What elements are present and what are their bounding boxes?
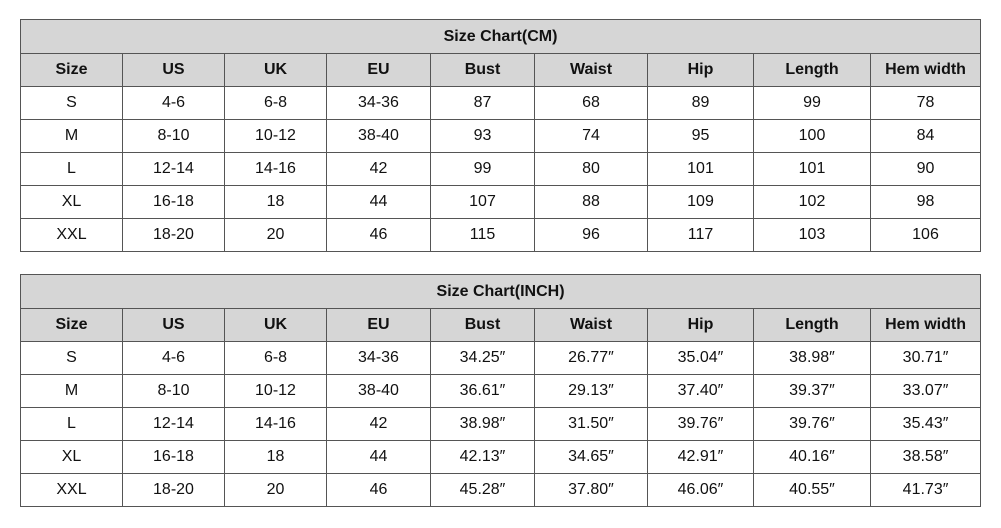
table-cell: 4-6 xyxy=(123,342,225,375)
table-cell: 20 xyxy=(225,474,327,507)
table-cell: 34.25″ xyxy=(431,342,535,375)
table-cell: 33.07″ xyxy=(871,375,981,408)
column-header-length: Length xyxy=(754,54,871,87)
table-row xyxy=(21,87,981,120)
table-cell: 16-18 xyxy=(123,186,225,219)
table-cell: 98 xyxy=(871,186,981,219)
size-chart-cm-title: Size Chart(CM) xyxy=(21,20,981,54)
table-cell: 44 xyxy=(327,186,431,219)
table-cell: 106 xyxy=(871,219,981,252)
table-row xyxy=(21,120,981,153)
table-cell: 10-12 xyxy=(225,120,327,153)
table-cell: 14-16 xyxy=(225,408,327,441)
table-cell: 10-12 xyxy=(225,375,327,408)
table-cell: 41.73″ xyxy=(871,474,981,507)
table-cell: 107 xyxy=(431,186,535,219)
table-cell: 101 xyxy=(754,153,871,186)
table-cell: 35.43″ xyxy=(871,408,981,441)
table-cell: 95 xyxy=(648,120,754,153)
table-cell: 39.76″ xyxy=(754,408,871,441)
table-cell: 42.13″ xyxy=(431,441,535,474)
table-cell: L xyxy=(21,408,123,441)
table-cell: 40.55″ xyxy=(754,474,871,507)
table-cell: 36.61″ xyxy=(431,375,535,408)
table-cell: 37.80″ xyxy=(535,474,648,507)
table-cell: 6-8 xyxy=(225,342,327,375)
table-row xyxy=(21,474,981,507)
table-cell: 26.77″ xyxy=(535,342,648,375)
table-cell: M xyxy=(21,120,123,153)
table-cell: 115 xyxy=(431,219,535,252)
column-header-size: Size xyxy=(21,54,123,87)
table-cell: 38.98″ xyxy=(754,342,871,375)
table-cell: 68 xyxy=(535,87,648,120)
table-cell: 46 xyxy=(327,219,431,252)
table-cell: 38-40 xyxy=(327,120,431,153)
table-cell: 99 xyxy=(754,87,871,120)
table-cell: 109 xyxy=(648,186,754,219)
column-header-eu: EU xyxy=(327,309,431,342)
table-cell: 45.28″ xyxy=(431,474,535,507)
table-cell: 30.71″ xyxy=(871,342,981,375)
table-row xyxy=(21,186,981,219)
table-row xyxy=(21,375,981,408)
table-cell: 6-8 xyxy=(225,87,327,120)
table-cell: XL xyxy=(21,186,123,219)
table-cell: 34-36 xyxy=(327,87,431,120)
table-cell: S xyxy=(21,87,123,120)
column-header-eu: EU xyxy=(327,54,431,87)
table-cell: 42 xyxy=(327,153,431,186)
table-cell: 46 xyxy=(327,474,431,507)
table-cell: 39.76″ xyxy=(648,408,754,441)
column-header-bust: Bust xyxy=(431,54,535,87)
column-header-size: Size xyxy=(21,309,123,342)
header-row xyxy=(21,54,981,87)
table-cell: 14-16 xyxy=(225,153,327,186)
table-cell: 42.91″ xyxy=(648,441,754,474)
table-cell: 29.13″ xyxy=(535,375,648,408)
table-cell: 18 xyxy=(225,186,327,219)
table-cell: 84 xyxy=(871,120,981,153)
size-chart-inch-title: Size Chart(INCH) xyxy=(21,275,981,309)
table-cell: 40.16″ xyxy=(754,441,871,474)
table-cell: 46.06″ xyxy=(648,474,754,507)
table-cell: 34-36 xyxy=(327,342,431,375)
table-cell: 18-20 xyxy=(123,474,225,507)
table-cell: 117 xyxy=(648,219,754,252)
table-cell: 8-10 xyxy=(123,120,225,153)
table-cell: M xyxy=(21,375,123,408)
table-cell: 38.58″ xyxy=(871,441,981,474)
table-cell: 103 xyxy=(754,219,871,252)
table-cell: XXL xyxy=(21,219,123,252)
table-cell: 4-6 xyxy=(123,87,225,120)
column-header-us: US xyxy=(123,309,225,342)
column-header-hem-width: Hem width xyxy=(871,309,981,342)
column-header-hip: Hip xyxy=(648,309,754,342)
header-row xyxy=(21,309,981,342)
table-cell: 96 xyxy=(535,219,648,252)
table-cell: 34.65″ xyxy=(535,441,648,474)
table-cell: 93 xyxy=(431,120,535,153)
size-chart-inch-table xyxy=(20,274,981,507)
column-header-uk: UK xyxy=(225,54,327,87)
column-header-waist: Waist xyxy=(535,309,648,342)
table-cell: 12-14 xyxy=(123,408,225,441)
table-cell: 20 xyxy=(225,219,327,252)
table-cell: 12-14 xyxy=(123,153,225,186)
column-header-us: US xyxy=(123,54,225,87)
table-cell: 35.04″ xyxy=(648,342,754,375)
table-cell: 90 xyxy=(871,153,981,186)
table-cell: S xyxy=(21,342,123,375)
table-cell: 78 xyxy=(871,87,981,120)
table-cell: 44 xyxy=(327,441,431,474)
table-cell: 99 xyxy=(431,153,535,186)
table-cell: XL xyxy=(21,441,123,474)
table-cell: 101 xyxy=(648,153,754,186)
table-cell: 8-10 xyxy=(123,375,225,408)
table-cell: 42 xyxy=(327,408,431,441)
table-cell: 18 xyxy=(225,441,327,474)
table-cell: L xyxy=(21,153,123,186)
table-cell: 16-18 xyxy=(123,441,225,474)
table-cell: 31.50″ xyxy=(535,408,648,441)
column-header-waist: Waist xyxy=(535,54,648,87)
table-cell: 89 xyxy=(648,87,754,120)
column-header-hem-width: Hem width xyxy=(871,54,981,87)
table-cell: 37.40″ xyxy=(648,375,754,408)
table-row xyxy=(21,408,981,441)
table-row xyxy=(21,219,981,252)
table-cell: 74 xyxy=(535,120,648,153)
table-cell: XXL xyxy=(21,474,123,507)
table-row xyxy=(21,342,981,375)
table-cell: 100 xyxy=(754,120,871,153)
table-cell: 38-40 xyxy=(327,375,431,408)
size-chart-cm-table xyxy=(20,19,981,252)
column-header-hip: Hip xyxy=(648,54,754,87)
column-header-bust: Bust xyxy=(431,309,535,342)
table-cell: 18-20 xyxy=(123,219,225,252)
table-row xyxy=(21,441,981,474)
table-cell: 39.37″ xyxy=(754,375,871,408)
table-row xyxy=(21,153,981,186)
column-header-uk: UK xyxy=(225,309,327,342)
column-header-length: Length xyxy=(754,309,871,342)
table-cell: 80 xyxy=(535,153,648,186)
table-cell: 38.98″ xyxy=(431,408,535,441)
table-cell: 102 xyxy=(754,186,871,219)
table-cell: 87 xyxy=(431,87,535,120)
table-cell: 88 xyxy=(535,186,648,219)
